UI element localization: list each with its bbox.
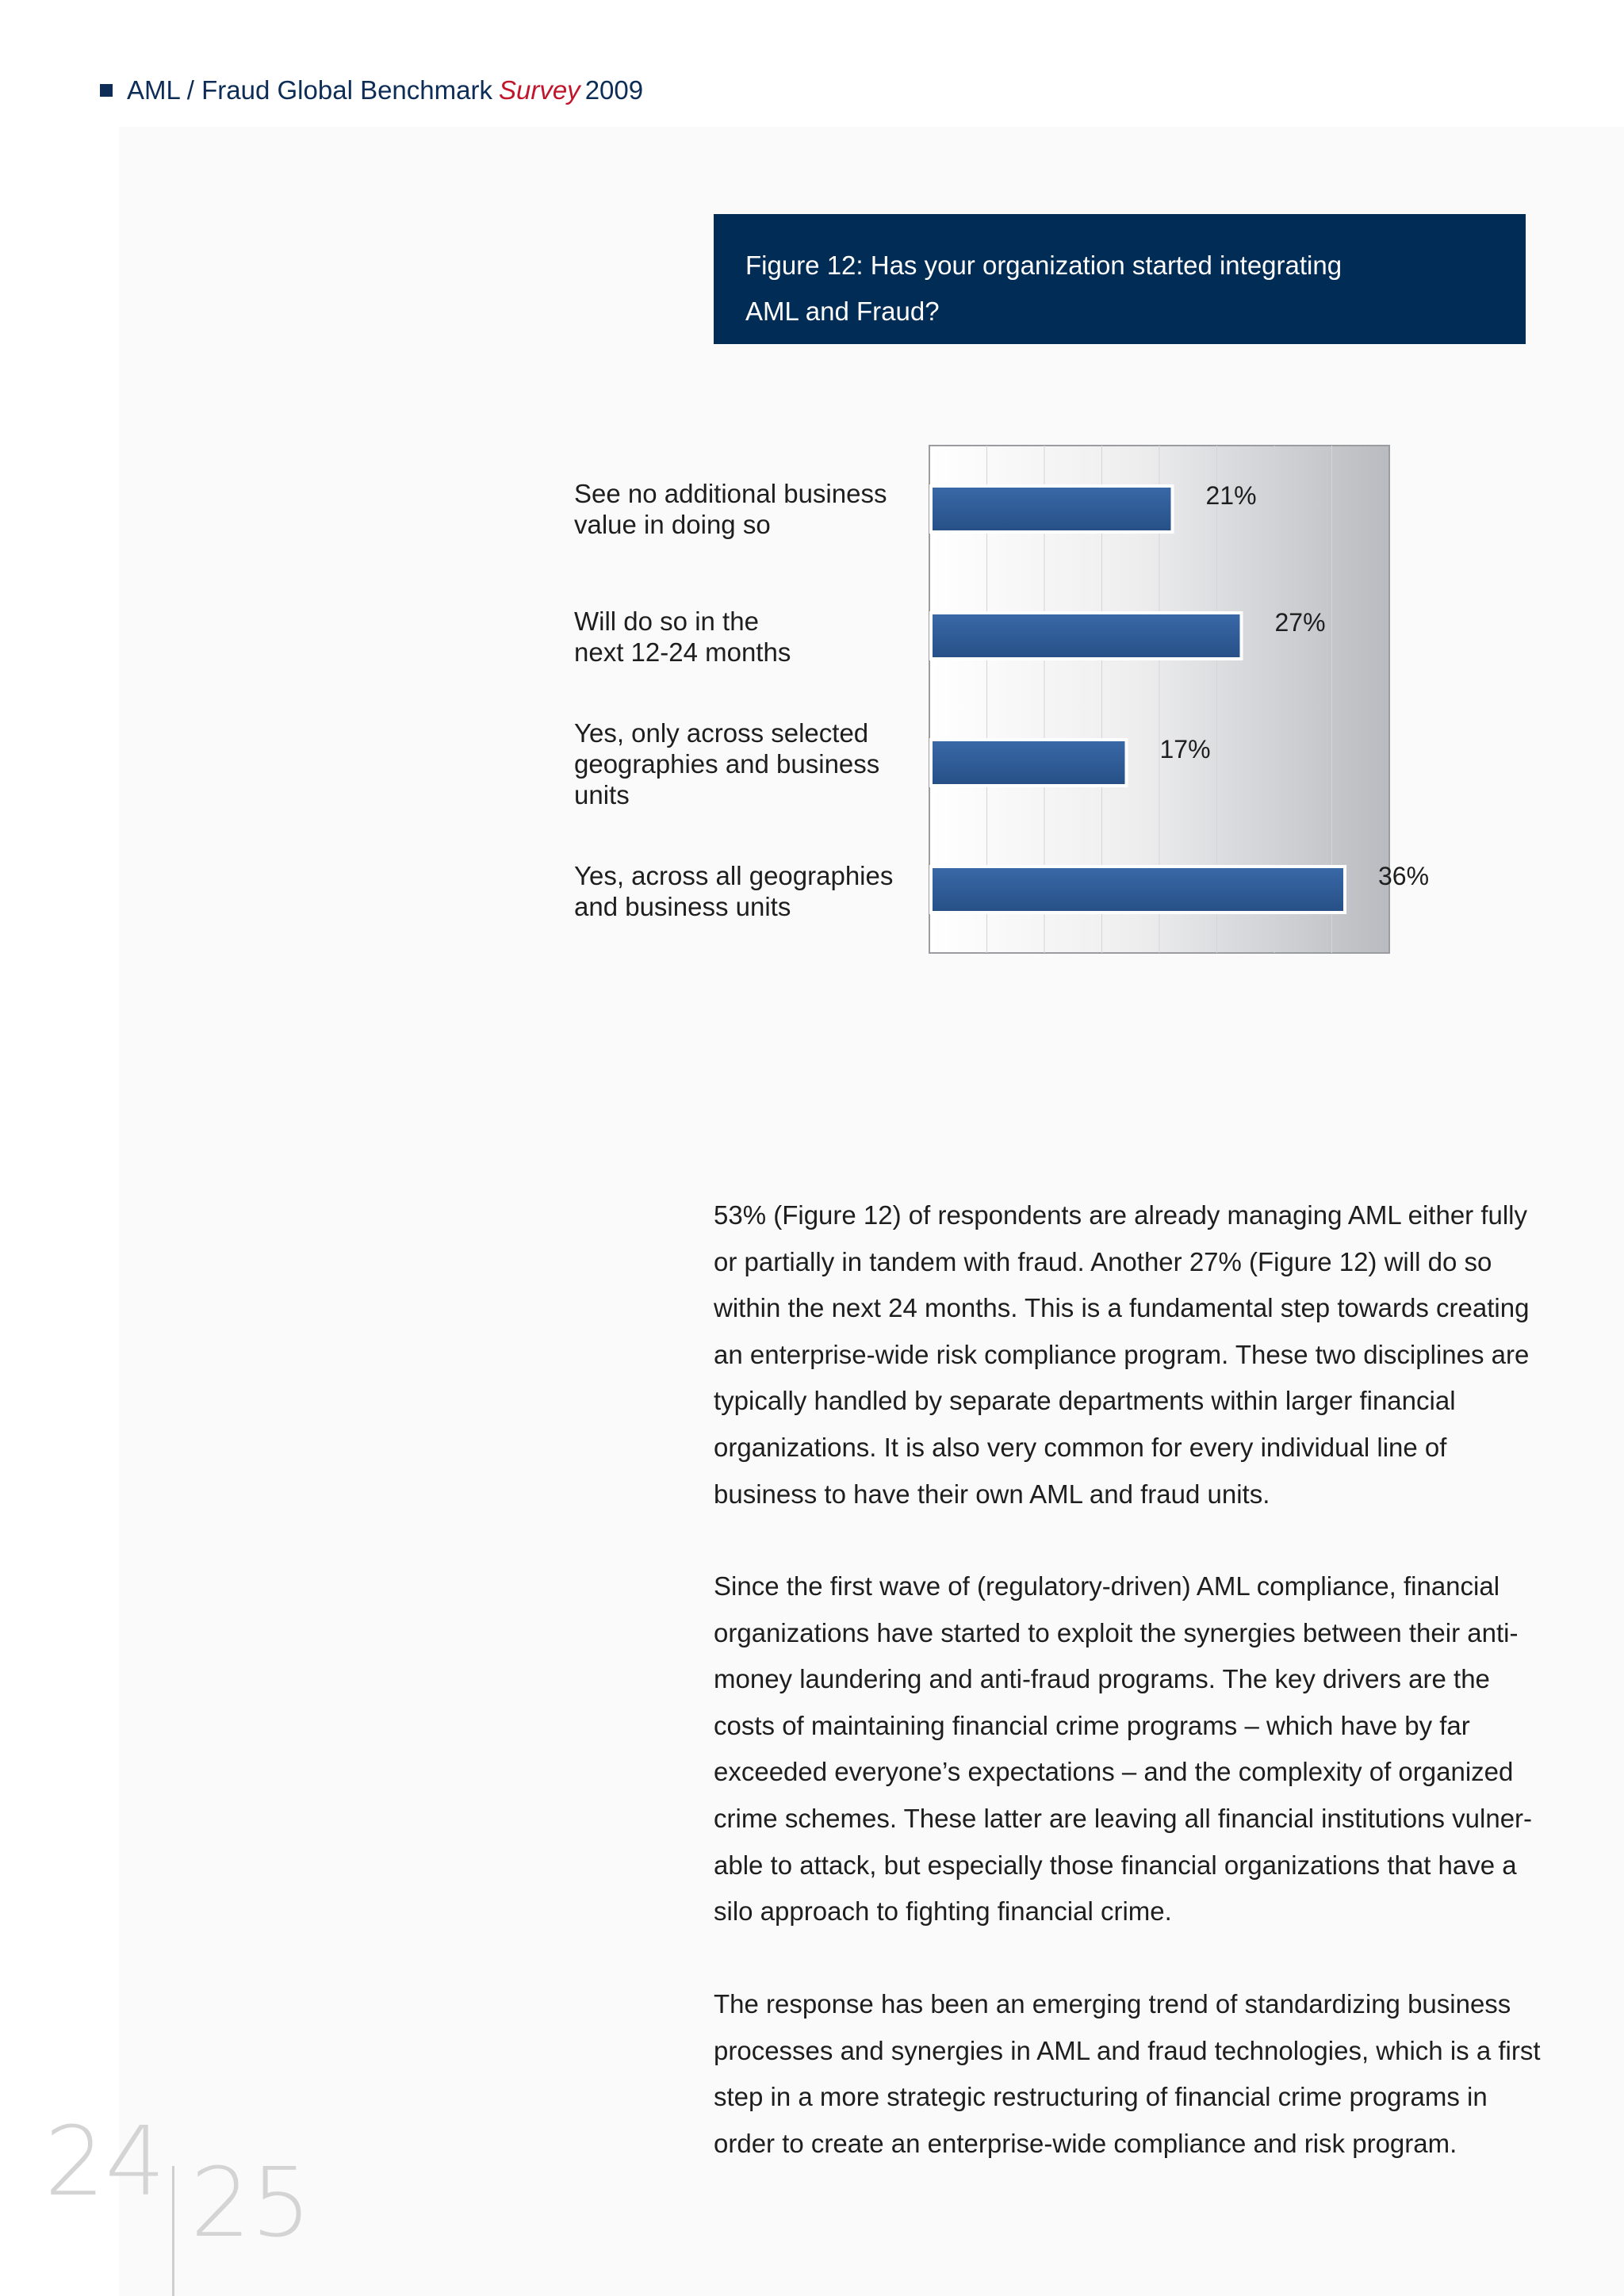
body-line: organizations have started to exploit the synergies between their anti- (714, 1617, 1519, 1647)
category-label-line: geographies and business (574, 749, 880, 779)
body-line: crime schemes. These latter are leaving all financial institutions vulner- (714, 1803, 1533, 1833)
body-line: processes and synergies in AML and fraud technologies, which is a first (714, 2035, 1541, 2065)
body-line: within the next 24 months. This is a fundamental step towards creating (714, 1293, 1530, 1323)
figure-caption-box (714, 214, 1526, 344)
bar-value-label: 17% (1159, 735, 1211, 763)
figure-caption-line: Figure 12: Has your organization started integrating (745, 251, 1342, 280)
category-label-line: next 12-24 months (574, 637, 791, 667)
body-line: order to create an enterprise-wide compliance and risk program. (714, 2128, 1457, 2158)
category-label (574, 478, 907, 540)
page-number-right: 25 (190, 2149, 312, 2259)
category-label-line: units (574, 780, 630, 809)
body-line: money laundering and anti-fraud programs. The key drivers are the (714, 1664, 1490, 1694)
body-line: organizations. It is also very common for every individual line of (714, 1432, 1447, 1462)
category-label-line: Will do so in the (574, 607, 759, 636)
category-label (574, 860, 907, 922)
bar-value-label: 36% (1378, 862, 1430, 890)
category-label-line: Yes, only across selected (574, 718, 869, 748)
running-header (100, 73, 643, 108)
category-label-line: Yes, across all geographies (574, 861, 894, 890)
bar-value-label: 27% (1274, 608, 1326, 637)
body-line: an enterprise-wide risk compliance program. These two disciplines are (714, 1339, 1530, 1369)
header-title-accent: Survey (498, 75, 580, 105)
body-line: costs of maintaining financial crime programs – which have by far (714, 1710, 1470, 1740)
bar (931, 613, 1242, 659)
body-line: exceeded everyone’s expectations – and the complexity of organized (714, 1757, 1514, 1787)
body-line: or partially in tandem with fraud. Another 27% (Figure 12) will do so (714, 1246, 1492, 1276)
body-line: able to attack, but especially those financial organizations that have a (714, 1850, 1517, 1880)
page-divider (172, 2166, 174, 2296)
body-paragraph (714, 1563, 1533, 1935)
header-square-icon (100, 84, 113, 97)
bar (931, 486, 1173, 532)
body-line: Since the first wave of (regulatory-driven) AML compliance, financial (714, 1571, 1500, 1601)
body-line: 53% (Figure 12) of respondents are already managing AML either fully (714, 1200, 1528, 1230)
body-paragraph (714, 1192, 1530, 1517)
body-line: typically handled by separate departments within larger financial (714, 1386, 1456, 1416)
category-label-line: See no additional business (574, 479, 887, 508)
page-number-left: 24 (44, 2107, 166, 2218)
body-line: business to have their own AML and fraud units. (714, 1479, 1270, 1509)
body-line: silo approach to fighting financial crime. (714, 1896, 1172, 1927)
header-title: AML / Fraud Global Benchmark (127, 75, 492, 105)
figure-caption-line: AML and Fraud? (745, 297, 940, 326)
category-label (574, 718, 907, 810)
bar-value-label: 21% (1205, 481, 1257, 510)
category-label-line: value in doing so (574, 510, 771, 539)
category-label-line: and business units (574, 892, 791, 921)
header-year: 2009 (584, 75, 644, 105)
body-line: step in a more strategic restructuring of financial crime programs in (714, 2082, 1488, 2112)
category-label (574, 606, 907, 668)
bar (931, 867, 1345, 913)
body-line: The response has been an emerging trend of standardizing business (714, 1989, 1511, 2019)
body-paragraph (714, 1981, 1541, 2167)
bar-chart (920, 436, 1443, 967)
bar (931, 740, 1127, 786)
